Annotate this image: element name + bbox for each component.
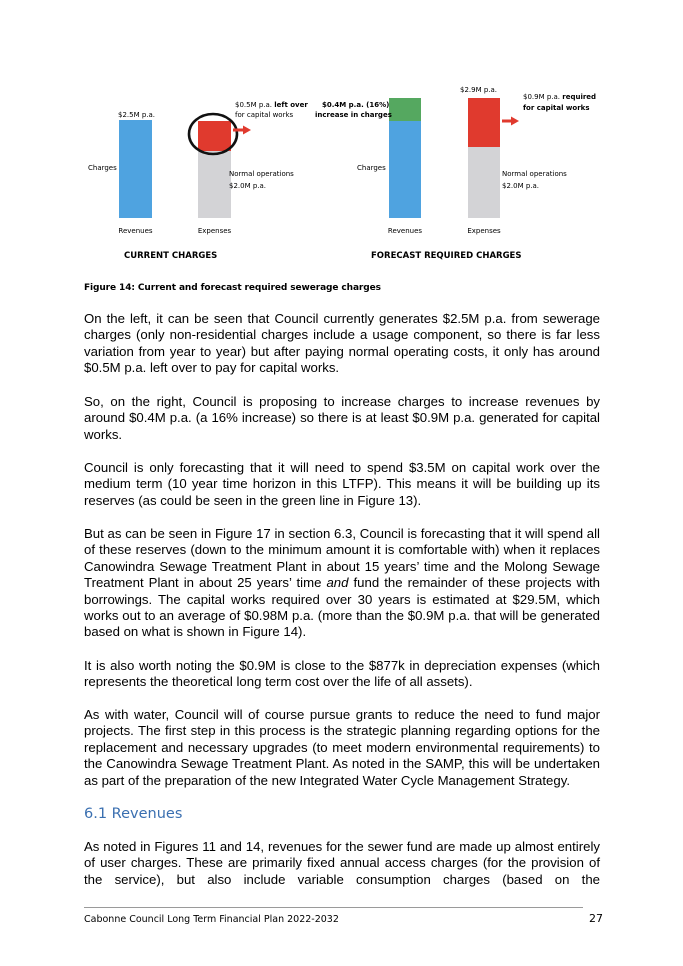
forecast-expense-top-label: $2.9M p.a. — [460, 86, 498, 94]
current-x-label-revenues: Revenues — [118, 227, 153, 235]
current-charges-chart — [88, 101, 308, 261]
forecast-normal-ops-value: $2.0M p.a. — [502, 182, 540, 190]
current-capital-label: $0.5M p.a. left over — [235, 101, 308, 109]
forecast-charges-chart — [315, 86, 596, 261]
current-expense-normal-ops-bar — [198, 151, 231, 218]
current-chart-heading: CURRENT CHARGES — [124, 251, 218, 261]
current-expense-capital-bar — [198, 121, 231, 151]
forecast-capital-arrow-icon — [502, 117, 519, 126]
forecast-x-label-revenues: Revenues — [387, 227, 423, 235]
forecast-revenue-increase-bar — [389, 98, 421, 121]
forecast-normal-ops-label: Normal operations — [502, 170, 567, 178]
forecast-capital-label: $0.9M p.a. required — [523, 93, 597, 101]
current-revenue-charges-bar — [119, 120, 152, 218]
forecast-expense-normal-ops-bar — [468, 147, 500, 218]
figure-14-charts — [80, 76, 600, 264]
paragraph-3: Council is only forecasting that it will need to spend $3.5M on capital work over the medium term (10 year time horizon in this LTFP). This means it will be building up its reserves (as could be seen in the green line in Figure 13). — [84, 460, 600, 508]
forecast-expense-capital-bar — [468, 98, 500, 147]
figure-caption: Figure 14: Current and forecast required sewerage charges — [84, 283, 381, 293]
forecast-x-label-expenses: Expenses — [467, 227, 501, 235]
forecast-revenue-charges-bar — [389, 121, 421, 218]
forecast-charges-label: Charges — [357, 164, 386, 172]
current-normal-ops-label: Normal operations — [229, 170, 294, 178]
forecast-increase-label: $0.4M p.a. (16%) — [322, 101, 390, 109]
section-heading-revenues: 6.1 Revenues — [84, 806, 183, 822]
paragraph-6: As with water, Council will of course pursue grants to reduce the need to fund major projects. The first step in this process is the strategic planning regarding options for the replacement and necessary upgrades (to meet modern environmental requirements) to the Canowindra Sewage Treatment Plant. As noted in the SAMP, this will be undertaken as part of the preparation of the new Integrated Water Cycle Management Strategy. — [84, 707, 600, 788]
emphasis-and: and — [326, 575, 349, 591]
forecast-chart-heading: FORECAST REQUIRED CHARGES — [371, 251, 522, 261]
current-normal-ops-value: $2.0M p.a. — [229, 182, 267, 190]
paragraph-revenues: As noted in Figures 11 and 14, revenues for the sewer fund are made up almost entirely of user charges. These are primarily fixed annual access charges (for the provision of the service), but also include variable consumption charges (based on the — [84, 839, 600, 887]
footer-title: Cabonne Council Long Term Financial Plan 2022-2032 — [84, 914, 339, 925]
forecast-capital-label-line2: for capital works — [523, 104, 590, 112]
current-revenue-value-label: $2.5M p.a. — [118, 111, 156, 119]
current-capital-label-line2: for capital works — [235, 111, 294, 119]
paragraph-2: So, on the right, Council is proposing to increase charges to increase revenues by around $0.4M p.a. (a 16% increase) so there is at least $0.9M p.a. generated for capital works. — [84, 394, 600, 442]
page-number: 27 — [589, 912, 603, 925]
current-charges-label: Charges — [88, 164, 117, 172]
paragraph-5: It is also worth noting the $0.9M is close to the $877k in depreciation expenses (which represents the theoretical long term cost over the life of all assets). — [84, 658, 600, 690]
current-x-label-expenses: Expenses — [197, 227, 232, 235]
paragraph-4: But as can be seen in Figure 17 in section 6.3, Council is forecasting that it will spend all of these reserves (down to the minimum amount it is comfortable with) when it replaces Canowindra Sewage Treatment Plant in about 15 years’ time and the Molong Sewage Treatment Plant in about 25 years’ time and fund the remainder of these projects with borrowings. The capital works required over 30 years is estimated at $29.5M, which works out to an average of $0.98M p.a. (more than the $0.9M p.a. that will be generated based on what is shown in Figure 14). — [84, 526, 600, 640]
forecast-increase-label-line2: increase in charges — [315, 111, 392, 119]
paragraph-1: On the left, it can be seen that Council currently generates $2.5M p.a. from sewerage charges (only non-residential charges include a usage component, so there is far less variation from year to year) but after paying normal operating costs, it only has around $0.5M p.a. left over to pay for capital works. — [84, 311, 600, 376]
footer-divider — [84, 907, 583, 908]
